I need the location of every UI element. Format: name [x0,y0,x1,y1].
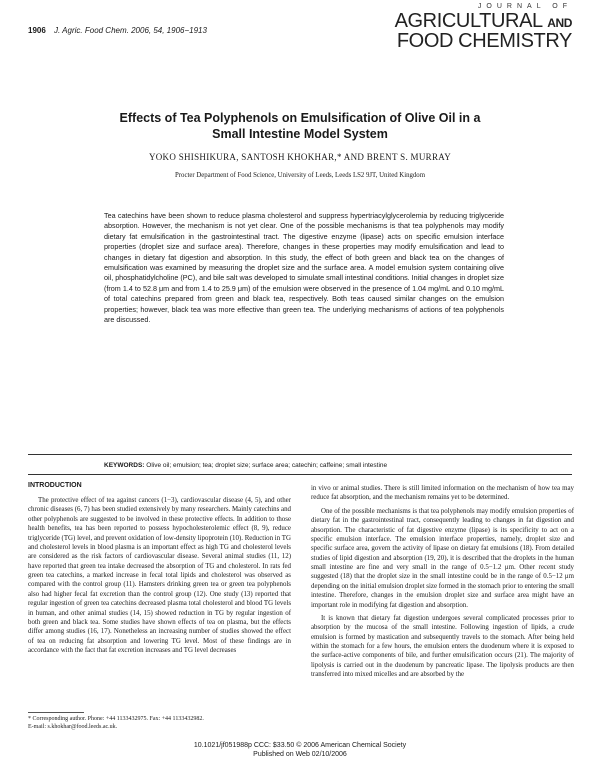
intro-paragraph-continued: in vivo or animal studies. There is still limited information on the mechanism of how tea may reduce fat absorption, and the mechanism remains yet to be determined. [311,485,574,502]
masthead-and: AND [547,16,572,30]
journal-masthead [395,3,572,51]
article-title [0,110,600,142]
title-line1: Effects of Tea Polyphenols on Emulsification of Olive Oil in a [119,111,481,125]
keywords-text: Olive oil; emulsion; tea; droplet size; surface area; catechin; caffeine; small intestine [146,462,388,469]
page-number: 1906 [28,26,46,35]
page-header [28,26,207,35]
masthead-line1 [395,11,572,31]
footnote-contact: * Corresponding author. Phone: +44 1133432975. Fax: +44 1133432982. [28,716,204,722]
intro-paragraph-3: It is known that dietary fat digestion undergoes several complicated processes prior to absorption by the mucosa of the small intestine. Following ingestion of lipids, a crude emulsion is formed by mastication and subsequently travels to the stomach. After being held within the stomach for a few hours, the emulsion enters the duodenum where it is exposed to the surface-active components of bile, and further emulsification occurs (21). The majority of lipolysis is carried out in the duodenum by pancreatic lipase. The lipolysis products are then transferred into mixed micelles and are absorbed by the [311,614,574,679]
keywords-top-rule [28,454,572,455]
doi-footer [0,742,600,759]
intro-paragraph-2: One of the possible mechanisms is that tea polyphenols may modify emulsion properties of dietary fat in the gastrointestinal tract, consequently leading to changes in fat digestion and absorption. The characteristic of fat digestive enzyme (lipase) is its specificity to act on a specific emulsion interface. The emulsion interface properties, namely, droplet size and specific surface area, govern the activity of lipase on dietary fat emulsions (18). From detailed studies of lipid digestion and absorption (19, 20), it is described that the droplets in the human small intestine are fine and very small in the range of 0.5−1.2 μm. Other recent study suggested (18) that the droplet size in the small intestine could be in the range of 0.5−12 μm depending on the initial emulsion droplet size formed in the stomach prior to entering the small intestine. Therefore, changes in the emulsion droplet size and surface area might have an important role in modifying fat digestion and absorption. [311,507,574,609]
intro-paragraph-1: The protective effect of tea against cancers (1−3), cardiovascular disease (4, 5), and other chronic diseases (6, 7) has been studied extensively by many researchers. Mainly catechins and other polyphenols are suggested to be involved in these protective effects. In addition to those health benefits, tea has been reported to possess hypocholesterolemic effect (8, 9), reduce triglyceride (TG) level, and prevent oxidation of low-density lipoprotein (10). Reduction in TG and cholesterol levels in blood plasma is an important effect as high TG and cholesterol levels are considered as the risk factors of cardiovascular disease. Several animal studies (11, 12) have reported that green tea intake decreased the absorption of TG and cholesterol. In rats fed green tea catechins, a marked increase in fecal total lipids and cholesterol was observed as compared with the control group (11). Hamsters drinking green tea or green tea polyphenols also had higher fecal fat excretion than the control group (12). One study (13) reported that regular ingestion of green tea catechins decreased plasma total cholesterol and blood TG levels in human, and other animal studies (14, 15) showed reduction in TG by regular ingestion of both green and black tea. Some studies have shown effects of tea on plasma, but the effects differ among studies (16, 17). Nonetheless an increasing number of studies showed the effect of tea on reducing fat absorption and lowering TG level. Most of these findings are in accordance with the fact that fat excretion increases and TG level decreases [28,497,291,654]
masthead-journal-of: JOURNAL OF [477,3,572,10]
right-column [311,484,574,680]
doi-line: 10.1021/jf051988p CCC: $33.50 © 2006 American Chemical Society [193,742,407,749]
footnote-rule [28,712,84,713]
keywords-label: KEYWORDS: [104,462,145,469]
published-date: Published on Web 02/10/2006 [253,750,347,758]
masthead-agricultural: AGRICULTURAL [394,10,543,32]
abstract: Tea catechins have been shown to reduce plasma cholesterol and suppress hypertriacylglycerolemia by reducing triglyceride absorption. However, the mechanism is not yet clear. One of the possible mechanisms is that tea polyphenols may modify dietary fat emulsification in the gastrointestinal tract. The digestive enzyme (lipase) acts on specific emulsion interface properties (droplet size and surface area). Therefore, changes in these properties may modify emulsification and lead to changes in dietary fat digestion and absorption. In this study, the effect of both green and black tea on the changes of emulsification was examined by measuring the droplet size and the surface area. A model emulsion system containing olive oil, phosphatidylcholine (PC), and bile salt was developed to simulate small intestinal conditions. Initial changes in droplet size (from 1.4 to 52.8 μm and from 1.4 to 25.9 μm) of the emulsion were observed in the presence of 1.04 mg/mL and 0.10 mg/mL of total catechins prepared from green and black tea, respectively. Both teas caused similar changes on the emulsion properties; however, black tea was more effective than green tea. The underlying mechanisms of actions of tea polyphenols are discussed. [104,211,504,325]
footnote [28,715,298,731]
journal-citation: J. Agric. Food Chem. 2006, 54, 1906−1913 [54,26,207,35]
keywords [104,462,574,469]
authors: YOKO SHISHIKURA, SANTOSH KHOKHAR,* AND BRENT S. MURRAY [148,152,452,162]
section-heading-introduction: INTRODUCTION [28,482,82,489]
title-line2: Small Intestine Model System [212,127,388,141]
masthead-line2: FOOD CHEMISTRY [396,30,572,52]
footnote-email: E-mail: s.khokhar@food.leeds.ac.uk. [28,724,118,730]
left-column [28,496,291,655]
keywords-bottom-rule [28,474,572,475]
affiliation: Procter Department of Food Science, University of Leeds, Leeds LS2 9JT, United Kingdom [175,172,425,179]
